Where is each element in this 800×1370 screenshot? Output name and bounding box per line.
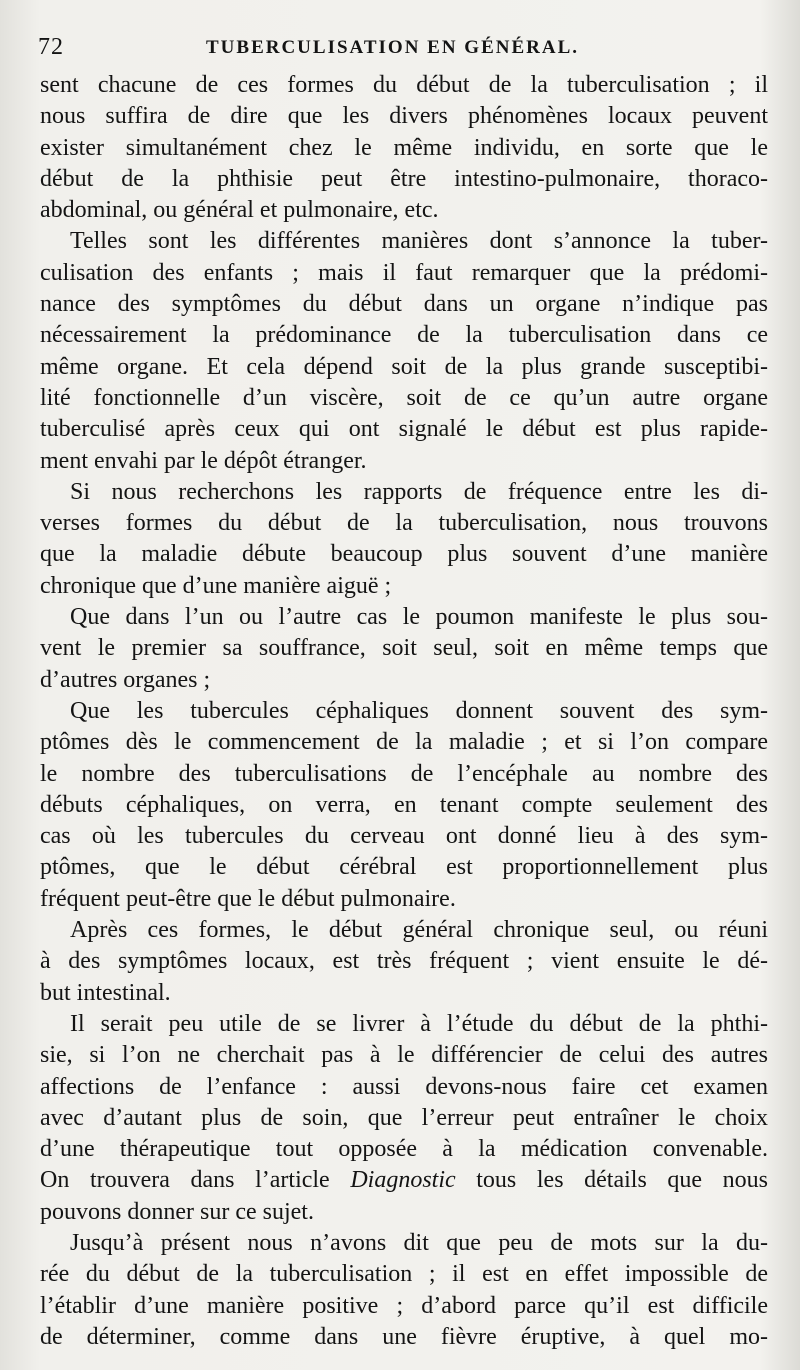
text-line: Telles sont les différentes manières dont s’annonce la tuber- [70, 228, 768, 255]
text-line: ptômes, que le début cérébral est proportionnellement plus [40, 854, 768, 881]
text-line: ptômes dès le commencement de la maladie ; et si l’on compare [40, 729, 768, 756]
text-line: Après ces formes, le début général chronique seul, ou réuni [70, 917, 768, 944]
text-line: d’autres organes ; [40, 666, 211, 693]
text-line: lité fonctionnelle d’un viscère, soit de ce qu’un autre organe [40, 384, 768, 411]
text-line: Que dans l’un ou l’autre cas le poumon manifeste le plus sou- [70, 604, 768, 631]
text-line: avec d’autant plus de soin, que l’erreur peut entraîner le choix [40, 1104, 768, 1131]
text-line: que la maladie débute beaucoup plus souvent d’une manière [40, 541, 768, 568]
text-line: chronique que d’une manière aiguë ; [40, 572, 392, 599]
text-line: vent le premier sa souffrance, soit seul, soit en même temps que [40, 635, 768, 662]
text-line: pouvons donner sur ce sujet. [40, 1198, 314, 1225]
running-title: TUBERCULISATION EN GÉNÉRAL. [206, 37, 580, 58]
text-line: même organe. Et cela dépend soit de la plus grande susceptibi- [40, 353, 768, 380]
text-line: ment envahi par le dépôt étranger. [40, 447, 367, 474]
text-line: cas où les tubercules du cerveau ont donné lieu à des sym- [40, 823, 768, 850]
page-header [38, 34, 768, 64]
text-line: Si nous recherchons les rapports de fréquence entre les di- [70, 478, 768, 505]
text-line: Que les tubercules céphaliques donnent souvent des sym- [70, 697, 768, 724]
text-line: nance des symptômes du début dans un organe n’indique pas [40, 291, 768, 318]
text-line: nous suffira de dire que les divers phénomènes locaux peuvent [40, 103, 768, 130]
text-segment: On trouvera dans l’article [40, 1167, 351, 1194]
text-line: fréquent peut-être que le début pulmonaire. [40, 885, 456, 912]
text-line [40, 1165, 768, 1196]
page-number: 72 [38, 34, 64, 60]
text-line: Jusqu’à présent nous n’avons dit que peu de mots sur la du- [70, 1229, 768, 1256]
text-line: but intestinal. [40, 979, 171, 1006]
text-line: verses formes du début de la tuberculisation, nous trouvons [40, 510, 768, 537]
text-line: tuberculisé après ceux qui ont signalé le début est plus rapide- [40, 416, 768, 443]
text-line: rée du début de la tuberculisation ; il est en effet impossible de [40, 1261, 768, 1288]
italic-reference: Diagnostic [350, 1167, 456, 1194]
text-line: abdominal, ou général et pulmonaire, etc. [40, 197, 439, 224]
text-line: affections de l’enfance : aussi devons-nous faire cet examen [40, 1073, 768, 1100]
text-line: exister simultanément chez le même individu, en sorte que le [40, 134, 768, 161]
text-line: à des symptômes locaux, est très fréquent ; vient ensuite le dé- [40, 948, 768, 975]
text-line: le nombre des tuberculisations de l’encéphale au nombre des [40, 760, 768, 787]
text-line: nécessairement la prédominance de la tuberculisation dans ce [40, 322, 768, 349]
text-line: sie, si l’on ne cherchait pas à le différencier de celui des autres [40, 1042, 768, 1069]
text-line: culisation des enfants ; mais il faut remarquer que la prédomi- [40, 259, 768, 286]
text-line: Il serait peu utile de se livrer à l’étude du début de la phthi- [70, 1010, 768, 1037]
text-line: sent chacune de ces formes du début de la tuberculisation ; il [40, 72, 768, 98]
text-line: débuts céphaliques, on verra, en tenant compte seulement des [40, 791, 768, 818]
text-segment: tous les détails que nous [455, 1167, 768, 1194]
text-line: l’établir d’une manière positive ; d’abord parce qu’il est difficile [40, 1292, 768, 1319]
body-text [40, 70, 768, 1353]
text-line: de déterminer, comme dans une fièvre éruptive, à quel mo- [40, 1323, 768, 1350]
text-line: début de la phthisie peut être intestino-pulmonaire, thoraco- [40, 165, 768, 192]
text-line: d’une thérapeutique tout opposée à la médication convenable. [40, 1136, 768, 1163]
